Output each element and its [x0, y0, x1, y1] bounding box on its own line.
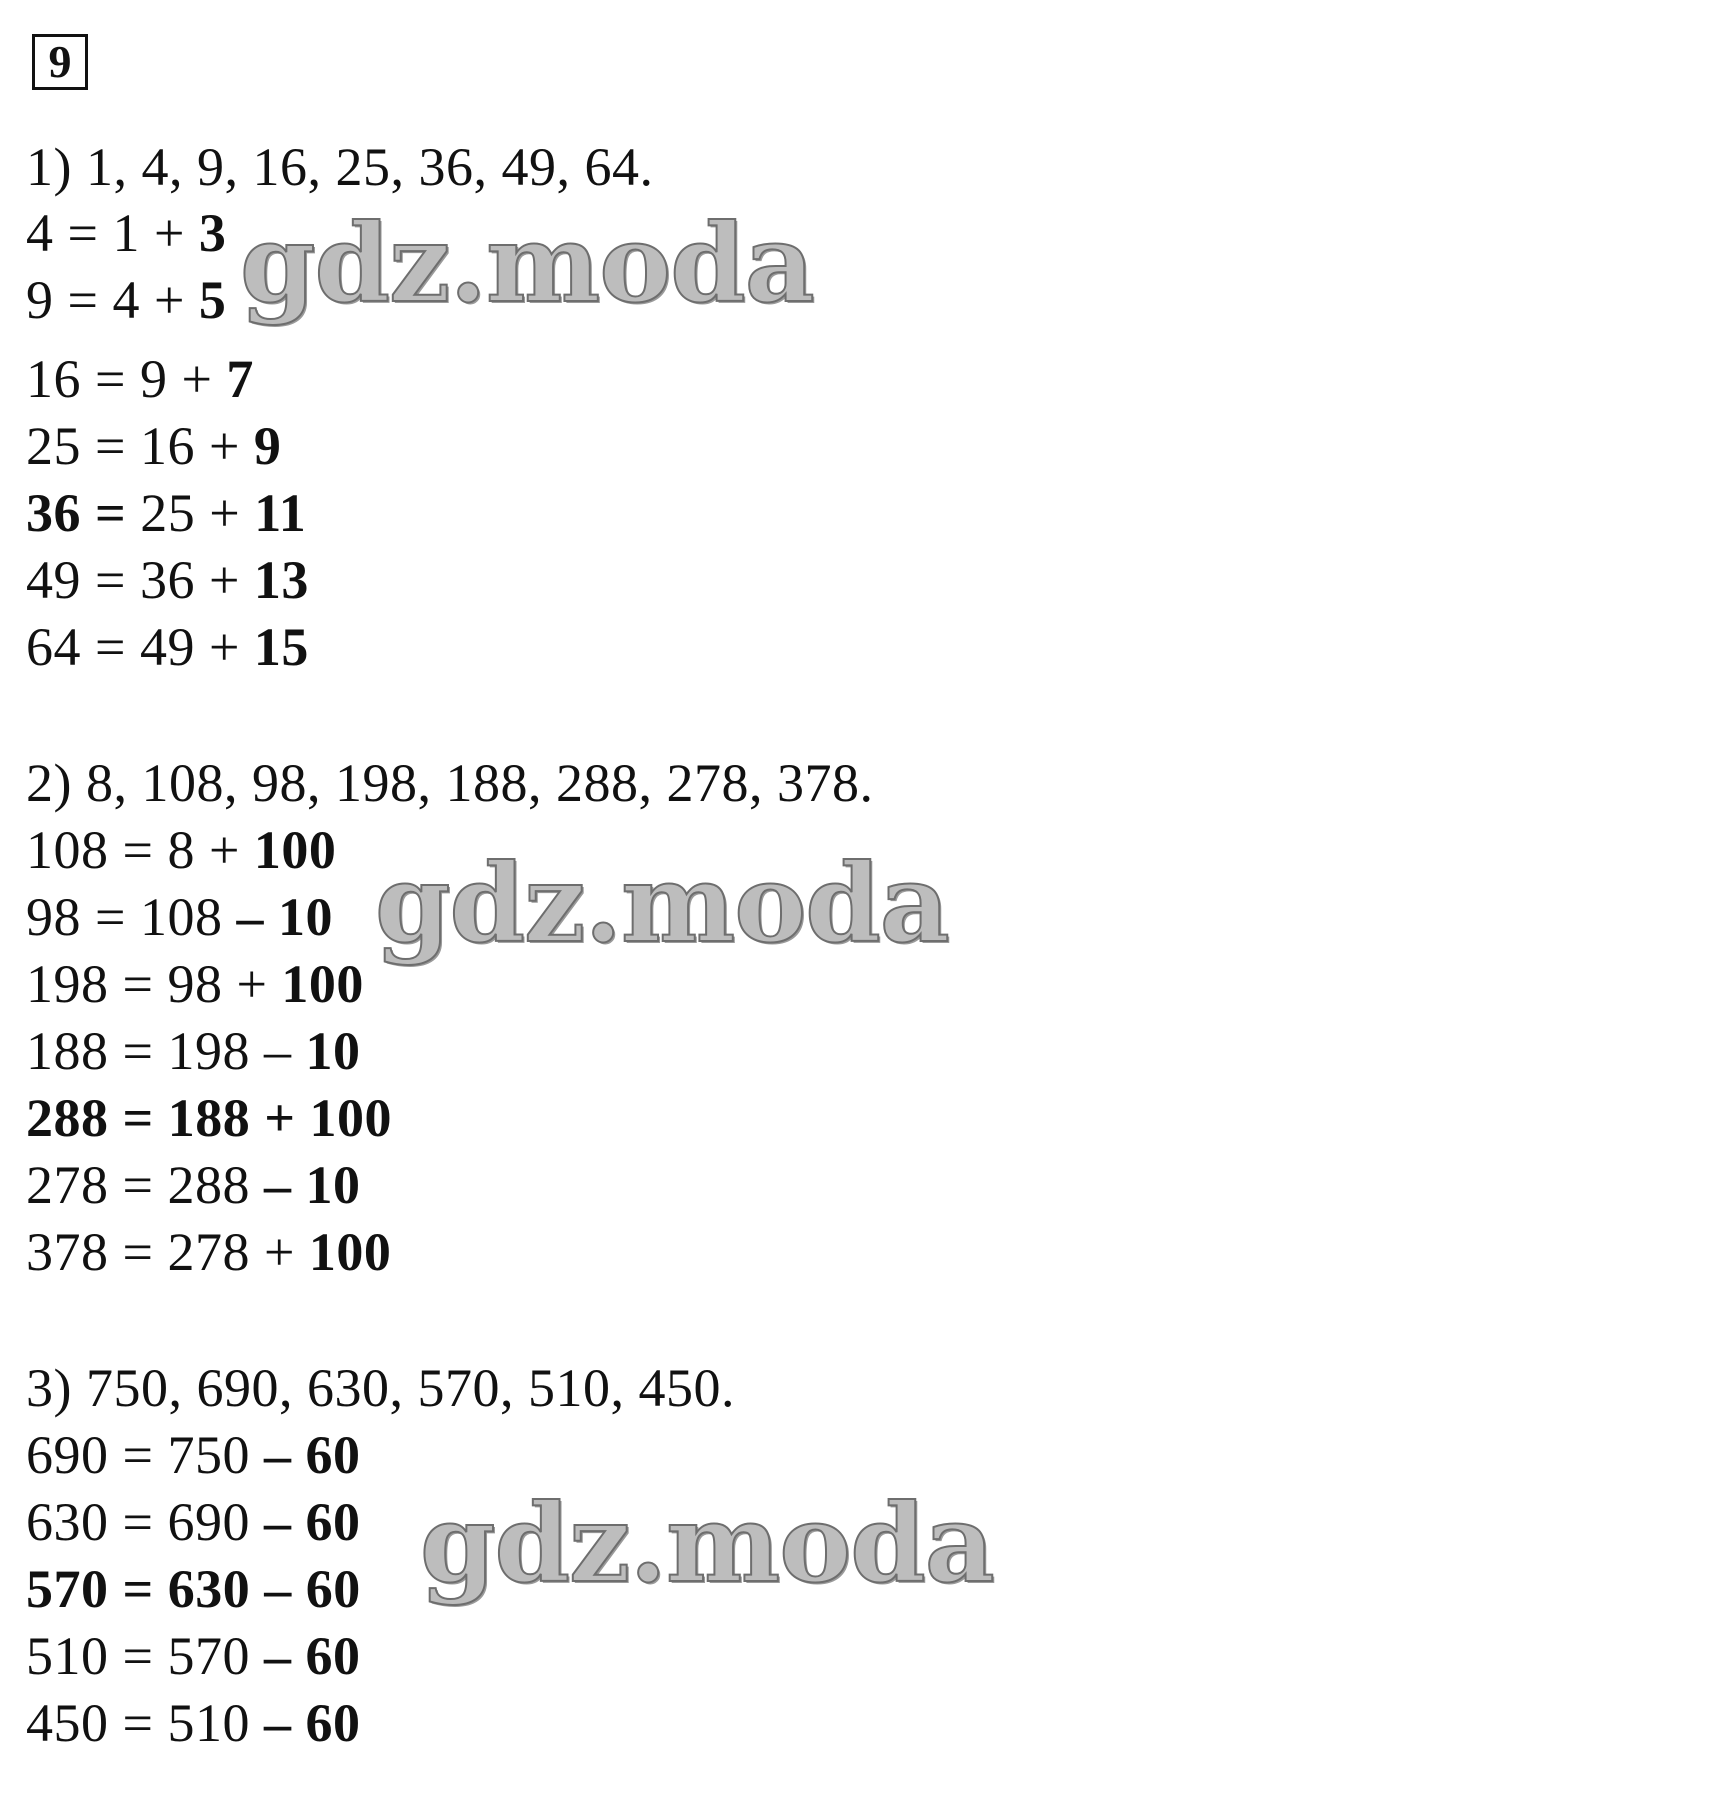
watermark: gdz.moda — [240, 201, 814, 327]
equation-line: 510 = 570 – 60 — [26, 1626, 361, 1686]
section-1-header: 1) 1, 4, 9, 16, 25, 36, 49, 64. — [26, 137, 654, 197]
equation-line: 49 = 36 + 13 — [26, 550, 309, 610]
equation-line: 378 = 278 + 100 — [26, 1222, 392, 1282]
section-2-header: 2) 8, 108, 98, 198, 188, 288, 278, 378. — [26, 753, 874, 813]
equation-line: 630 = 690 – 60 — [26, 1492, 361, 1552]
equation-line: 98 = 108 – 10 — [26, 887, 333, 947]
equation-line: 198 = 98 + 100 — [26, 954, 364, 1014]
watermark: gdz.moda — [420, 1481, 994, 1607]
equation-line: 9 = 4 + 5 — [26, 270, 227, 330]
watermark: gdz.moda — [375, 841, 949, 967]
equation-line: 450 = 510 – 60 — [26, 1693, 361, 1753]
equation-line: 288 = 188 + 100 — [26, 1088, 393, 1148]
task-number: 9 — [48, 36, 72, 87]
equation-line: 64 = 49 + 15 — [26, 617, 309, 677]
equation-line: 4 = 1 + 3 — [26, 203, 227, 263]
equation-line: 108 = 8 + 100 — [26, 820, 337, 880]
equation-line: 188 = 198 – 10 — [26, 1021, 361, 1081]
equation-line: 690 = 750 – 60 — [26, 1425, 361, 1485]
equation-line: 278 = 288 – 10 — [26, 1155, 361, 1215]
section-3-header: 3) 750, 690, 630, 570, 510, 450. — [26, 1358, 735, 1418]
equation-line: 36 = 25 + 11 — [26, 483, 307, 543]
equation-line: 25 = 16 + 9 — [26, 416, 282, 476]
equation-line: 570 = 630 – 60 — [26, 1559, 361, 1619]
equation-line: 16 = 9 + 7 — [26, 349, 254, 409]
task-number-box — [32, 34, 88, 90]
